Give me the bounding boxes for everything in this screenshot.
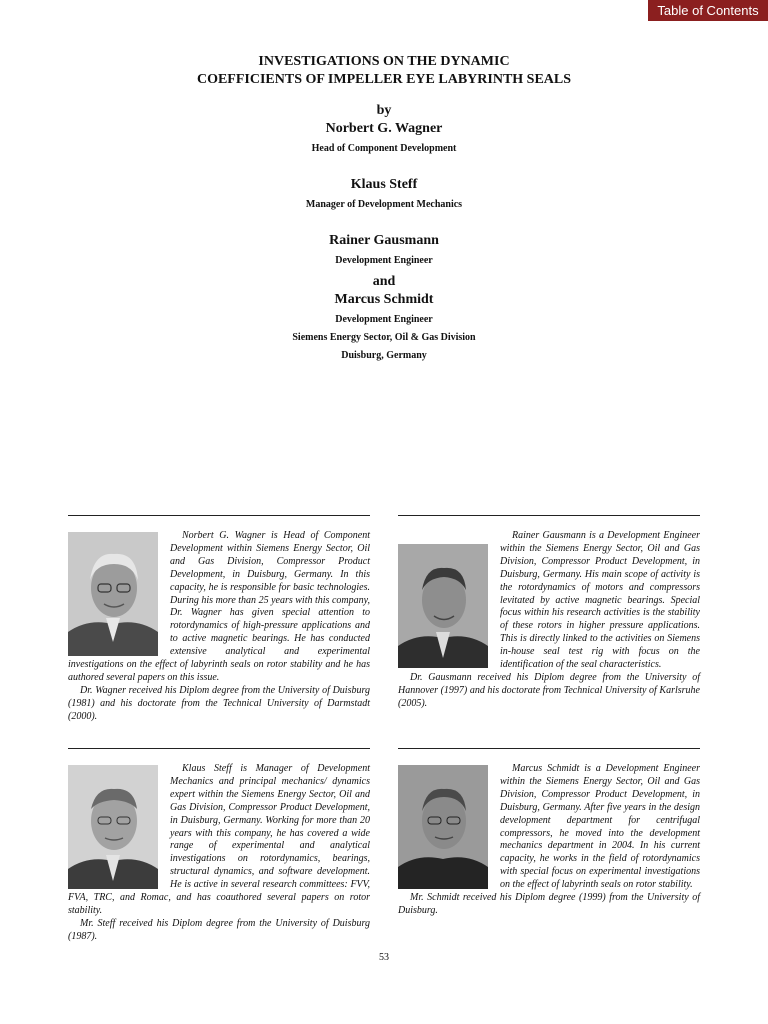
bio-divider bbox=[68, 515, 370, 516]
portrait-photo-schmidt bbox=[398, 765, 488, 889]
bio-wagner-paragraph-1: Norbert G. Wagner is Head of Component Development within Siemens Energy Sector, Oil and Gas Division, Compressor Product Development, in Duisburg, Germany. In this capacity, he is responsible for basic technologies. During his more than 25 years with this company, Dr. Wagner has given special attention to rotordynamics of high-pressure applications and to active magnetic bearings. He has conducted extensive analytical and experimental investigations on the effect of labyrinth seals on rotor stability and he has authored several papers on this issue. bbox=[68, 530, 370, 683]
byline-by: by bbox=[376, 103, 392, 118]
author-name-wagner: Norbert G. Wagner bbox=[325, 121, 443, 136]
page-number: 53 bbox=[379, 952, 389, 963]
author-name-schmidt: Marcus Schmidt bbox=[334, 292, 434, 307]
author-name-steff: Klaus Steff bbox=[350, 177, 418, 192]
bio-divider bbox=[398, 748, 700, 749]
byline-and: and bbox=[372, 274, 396, 289]
paper-header bbox=[0, 53, 768, 362]
author-location: Duisburg, Germany bbox=[341, 350, 427, 361]
bio-divider bbox=[398, 515, 700, 516]
title-line-1: INVESTIGATIONS ON THE DYNAMIC bbox=[258, 54, 510, 69]
bio-schmidt bbox=[398, 748, 700, 918]
author-name-gausmann: Rainer Gausmann bbox=[329, 233, 439, 248]
bio-steff-paragraph-2: Mr. Steff received his Diplom degree from the University of Duisburg (1987). bbox=[68, 917, 370, 942]
bio-schmidt-paragraph-1: Marcus Schmidt is a Development Engineer within the Siemens Energy Sector, Oil and Gas Division, Compressor Product Development, in Duisburg, Germany. After five years in the design development department for centrifugal compressors, he moved into the development mechanics department in 2004. In his current capacity, he works in the field of rotordynamics with special focus on experimental investigations on the effect of labyrinth seals on rotor stability. bbox=[500, 763, 700, 891]
portrait-photo-gausmann bbox=[398, 544, 488, 668]
author-role-steff: Manager of Development Mechanics bbox=[305, 199, 463, 210]
bio-wagner bbox=[68, 515, 370, 724]
bio-gausmann bbox=[398, 515, 700, 711]
table-of-contents-button[interactable]: Table of Contents bbox=[648, 0, 768, 21]
portrait-photo-steff bbox=[68, 765, 158, 889]
paper-title bbox=[0, 53, 768, 89]
author-affiliation: Siemens Energy Sector, Oil & Gas Division bbox=[292, 332, 476, 343]
author-role-wagner: Head of Component Development bbox=[311, 143, 457, 154]
portrait-photo-wagner bbox=[68, 532, 158, 656]
bio-gausmann-paragraph-2: Dr. Gausmann received his Diplom degree from the University of Hannover (1997) and his doctorate from Technical University of Karlsruhe (2005). bbox=[398, 671, 700, 709]
title-line-2: COEFFICIENTS OF IMPELLER EYE LABYRINTH SEALS bbox=[196, 72, 572, 87]
bio-steff-paragraph-1: Klaus Steff is Manager of Development Mechanics and principal mechanics/ dynamics expert within the Siemens Energy Sector, Oil and Gas Division, Compressor Product Development, in Duisburg, Germany. Working for more than 20 years with this company, he has covered a wide range of experimental and analytical investigations on rotordynamics, bearings, structural dynamics, and software development. He is active in several research committees: FVV, FVA, TRC, and Romac, and has coauthored several papers on rotor stability. bbox=[68, 763, 370, 916]
bio-divider bbox=[68, 748, 370, 749]
author-role-gausmann: Development Engineer bbox=[335, 255, 433, 266]
bio-wagner-paragraph-2: Dr. Wagner received his Diplom degree from the University of Duisburg (1981) and his doctorate from the Technical University of Darmstadt (2000). bbox=[68, 684, 370, 722]
author-role-schmidt: Development Engineer bbox=[335, 314, 433, 325]
bio-schmidt-paragraph-2: Mr. Schmidt received his Diplom degree (1999) from the University of Duisburg. bbox=[398, 892, 700, 916]
bio-steff bbox=[68, 748, 370, 944]
bio-gausmann-paragraph-1: Rainer Gausmann is a Development Engineer within the Siemens Energy Sector, Oil and Gas Division, Compressor Product Development, in Duisburg, Germany. His main scope of activity is the rotordynamics of motors and compressors levitated by active magnetic bearings. Special focus within his research activities is the stability of these rotors in higher pressure applications. This is directly linked to the activities on Siemens in-house seal test rig with focus on the identification of the seal characteristics. bbox=[500, 530, 700, 671]
